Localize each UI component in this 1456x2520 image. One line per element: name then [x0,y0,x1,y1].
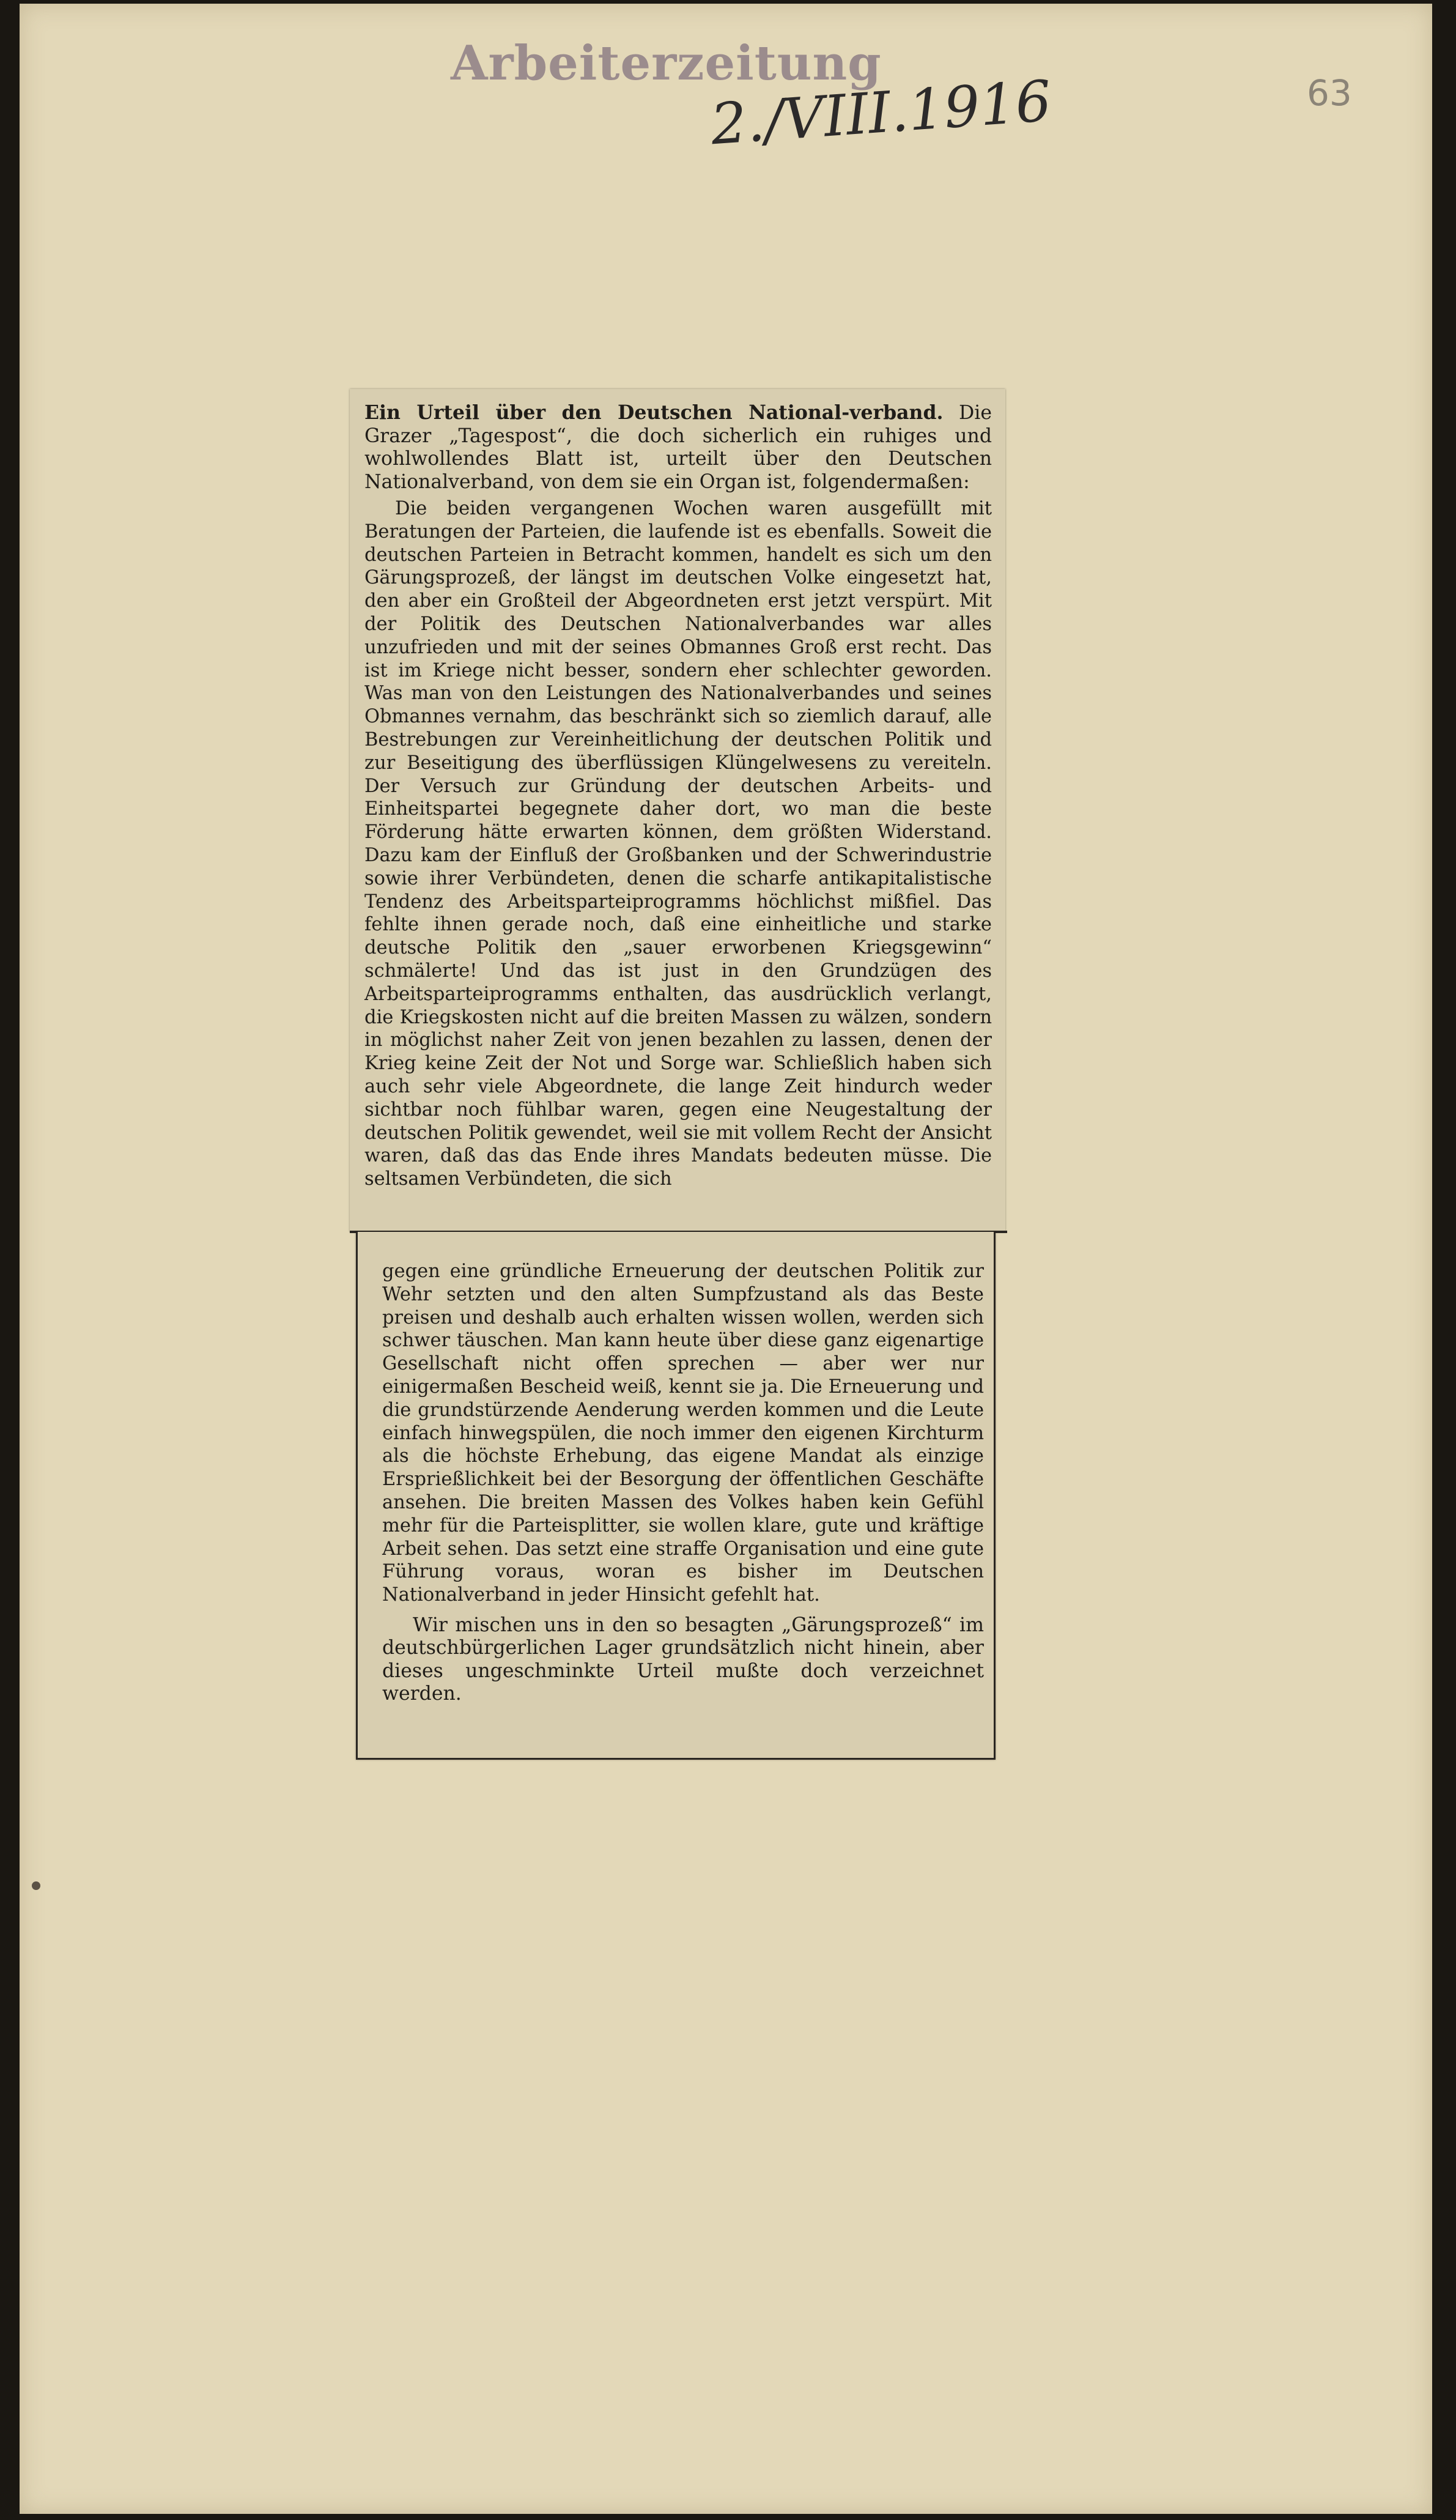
binding-hole [32,1881,40,1890]
newspaper-clipping-bottom [356,1232,996,1760]
newspaper-clipping-top [350,389,1005,1232]
article-intro: Die Grazer „Tagespost“, die doch sicherlich ein ruhiges und wohlwollendes Blatt ist, urteilt über den Deutschen Nationalverband, von dem sie ein Organ ist, folgendermaßen: [364,402,992,493]
article-closing: Wir mischen uns in den so besagten „Gärungsprozeß“ im deutschbürgerlichen Lager grundsätzlich nicht hinein, aber dieses ungeschminkte Urteil mußte doch verzeichnet werden. [382,1614,984,1705]
newspaper-stamp: Arbeiterzeitung [451,35,882,91]
folio-number: 63 [1307,72,1352,114]
article-quote-part2: gegen eine gründliche Erneuerung der deutschen Politik zur Wehr setzten und den alten Sumpfzustand als das Beste preisen und deshalb auch erhalten wissen wollen, werden sich schwer täuschen. Man kann heute über diese ganz eigenartige Gesellschaft nicht offen sprechen — aber wer nur einigermaßen Bescheid weiß, kennt sie ja. Die Erneuerung und die grundstürzende Aenderung werden kommen und die Leute einfach hinwegspülen, die noch immer den eigenen Kirchturm als die höchste Erhebung, das eigene Mandat als einzige Ersprießlichkeit bei der Besorgung der öffentlichen Geschäfte ansehen. Die breiten Massen des Volkes haben kein Gefühl mehr für die Parteisplitter, sie wollen klare, gute und kräftige Arbeit sehen. Das setzt eine straffe Organisation und eine gute Führung voraus, woran es bisher im Deutschen Nationalverband in jeder Hinsicht gefehlt hat. [382,1261,984,1606]
handwritten-date: 2./VIII.1916 [708,68,1054,158]
article-headline: Ein Urteil über den Deutschen National-verband. [364,401,944,424]
archive-page [20,4,1432,2514]
article-quote-part1: Die beiden vergangenen Wochen waren ausgefüllt mit Beratungen der Parteien, die laufende ist es ebenfalls. Soweit die deutschen Parteien in Betracht kommen, handelt es sich um den Gärungsprozeß, der längst im deutschen Volke eingesetzt hat, den aber ein Großteil der Abgeordneten erst jetzt verspürt. Mit der Politik des Deutschen Nationalverbandes war alles unzufrieden und mit der seines Obmannes Groß erst recht. Das ist im Kriege nicht besser, sondern eher schlechter geworden. Was man von den Leistungen des Nationalverbandes und seines Obmannes vernahm, das beschränkt sich so ziemlich darauf, alle Bestrebungen zur Vereinheitlichung der deutschen Politik und zur Beseitigung des überflüssigen Klüngelwesens zu vereiteln. Der Versuch zur Gründung der deutschen Arbeits- und Einheitspartei begegnete daher dort, wo man die beste Förderung hätte erwarten können, dem größten Widerstand. Dazu kam der Einfluß der Großbanken und der Schwerindustrie sowie ihrer Verbündeten, denen die scharfe antikapitalistische Tendenz des Arbeitsparteiprogramms höchlichst mißfiel. Das fehlte ihnen gerade noch, daß eine einheitliche und starke deutsche Politik den „sauer erworbenen Kriegsgewinn“ schmälerte! Und das ist just in den Grundzügen des Arbeitsparteiprogramms enthalten, das ausdrücklich verlangt, die Kriegskosten nicht auf die breiten Massen zu wälzen, sondern in möglichst naher Zeit von jenen bezahlen zu lassen, denen der Krieg keine Zeit der Not und Sorge war. Schließlich haben sich auch sehr viele Abgeordnete, die lange Zeit hindurch weder sichtbar noch fühlbar waren, gegen eine Neugestaltung der deutschen Politik gewendet, weil sie mit vollem Recht der Ansicht waren, daß das das Ende ihres Mandats bedeuten müsse. Die seltsamen Verbündeten, die sich [364,498,992,1190]
